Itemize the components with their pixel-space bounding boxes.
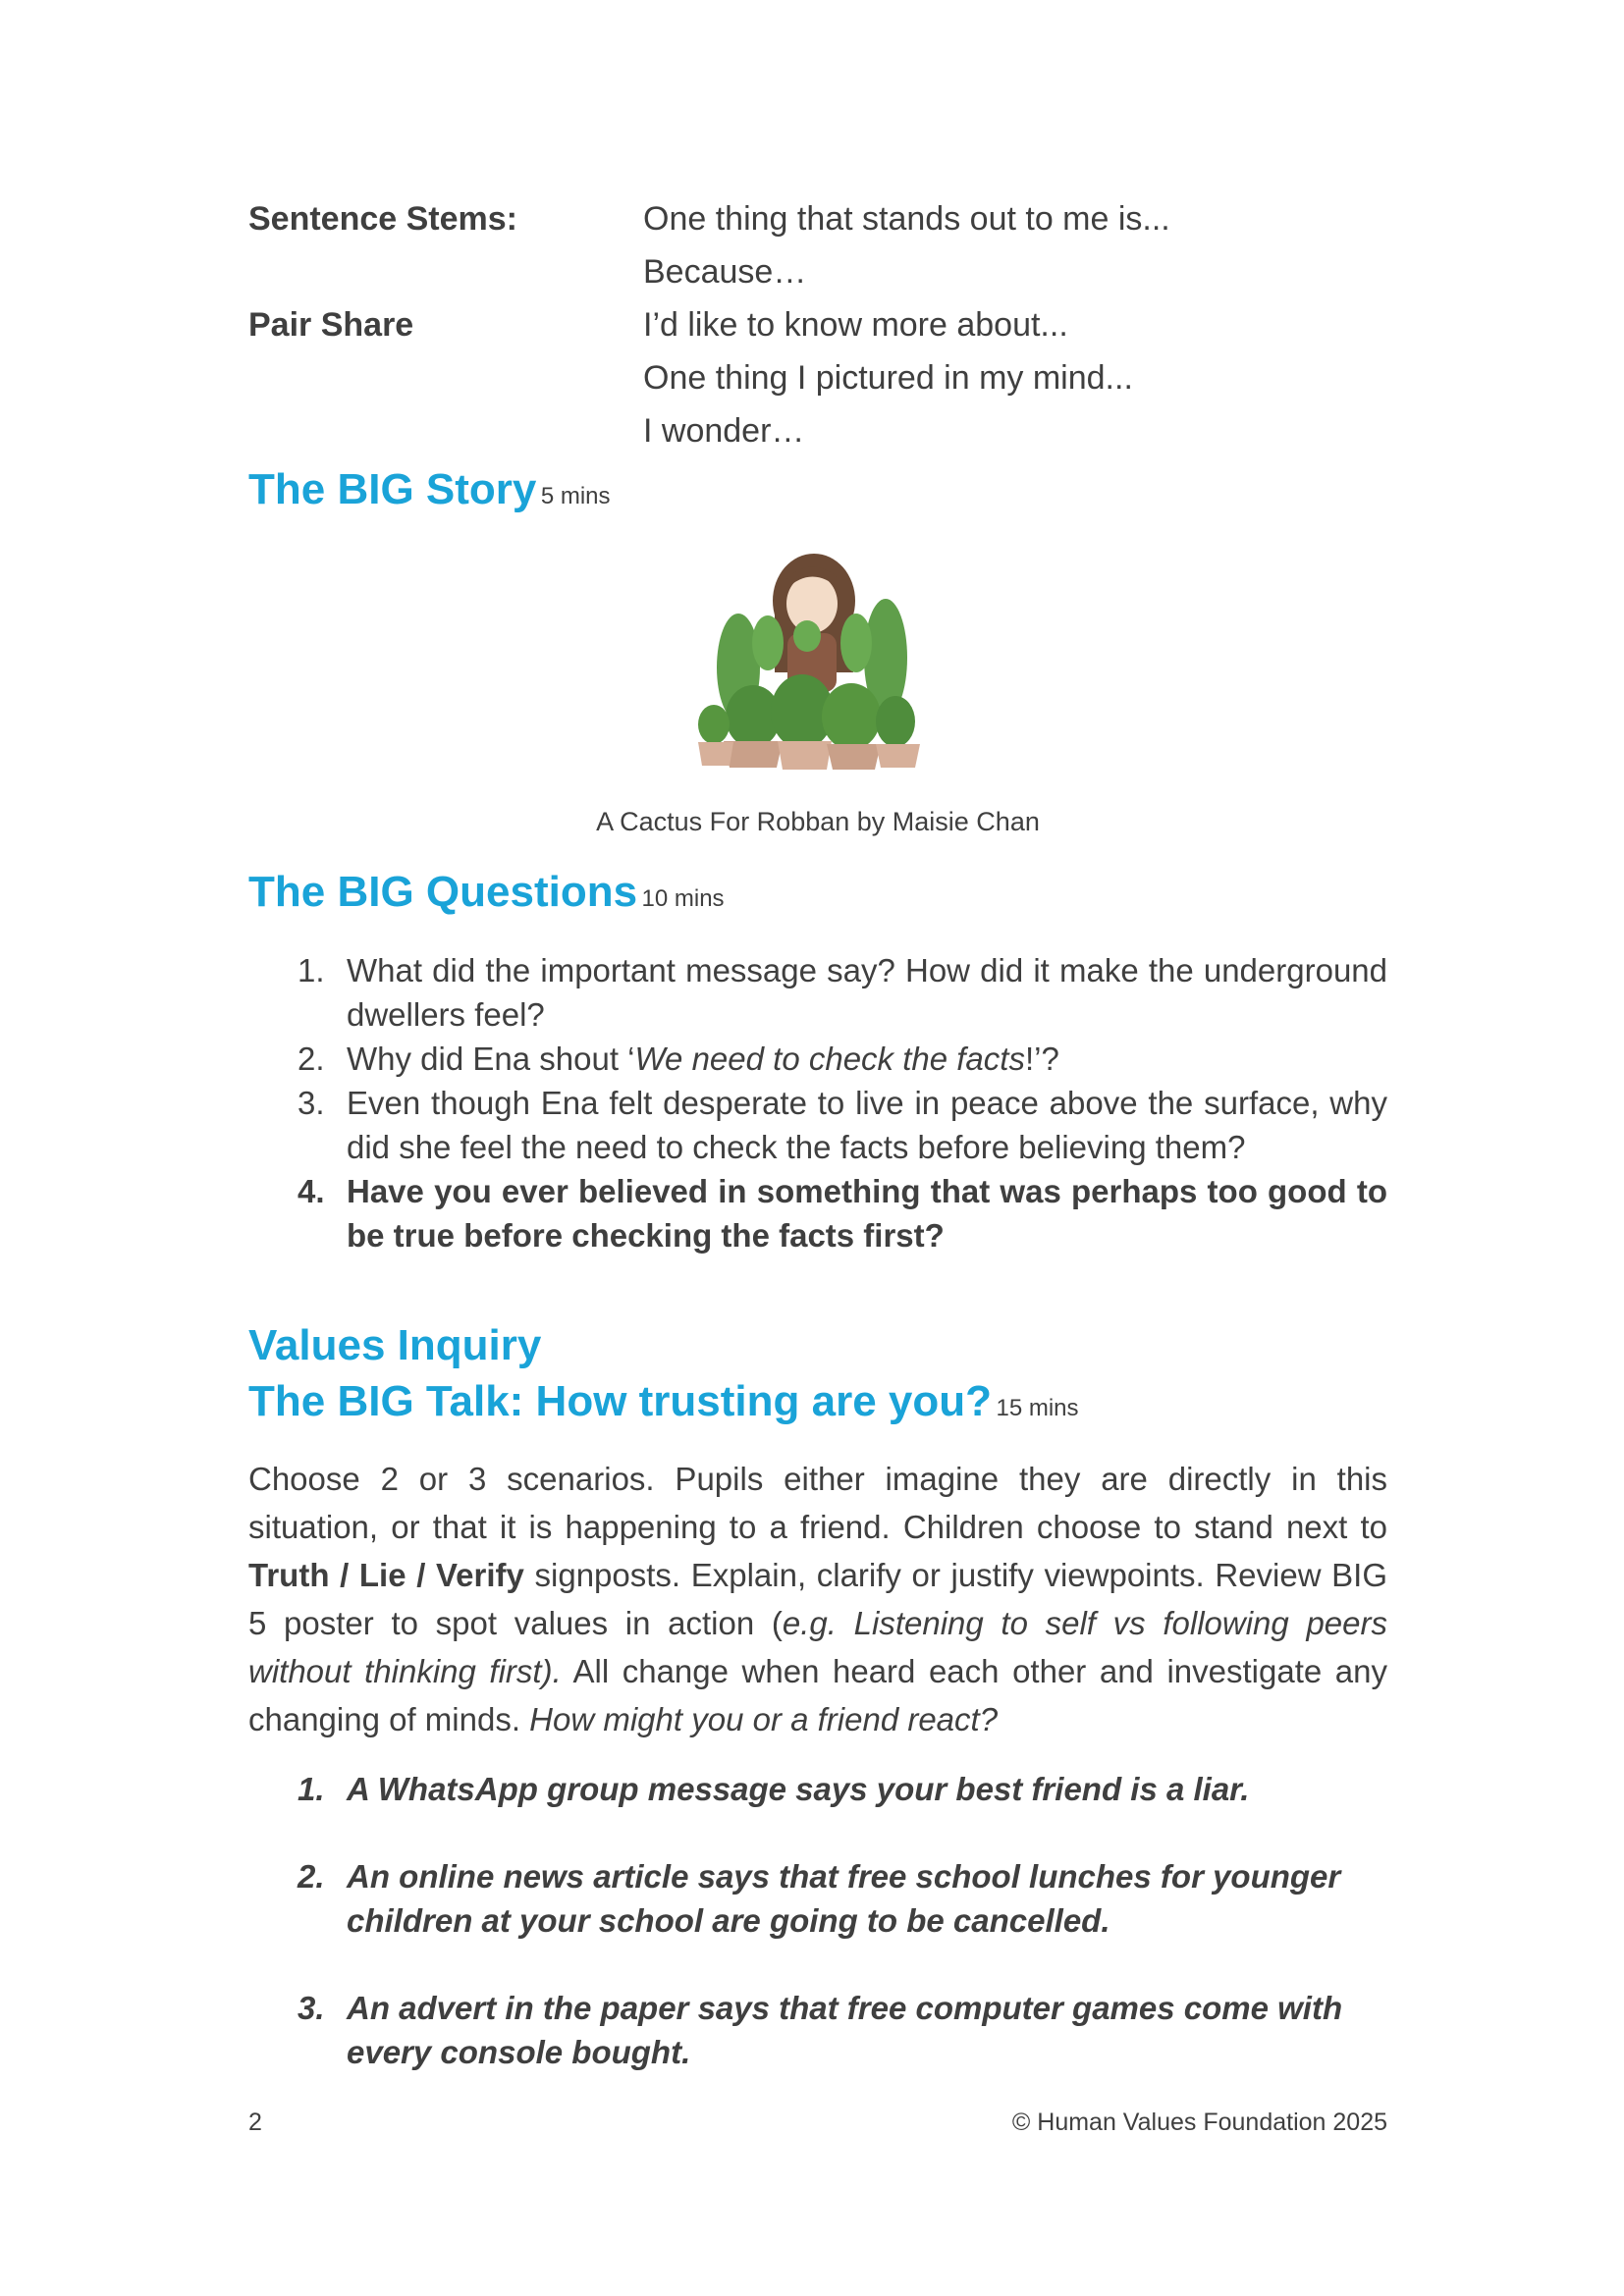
big-questions-heading (248, 868, 725, 917)
page-number: 2 (248, 2109, 262, 2136)
big-talk-duration: 15 mins (996, 1395, 1079, 1421)
list-item: 3. Even though Ena felt desperate to live in peace above the surface, why did she feel the need to check the facts before believing them? (298, 1085, 1387, 1165)
pair-share-label: Pair Share (248, 306, 414, 344)
stem-item: One thing I pictured in my mind... (643, 359, 1133, 397)
list-item: 1. A WhatsApp group message says your best friend is a liar. (298, 1771, 1250, 1807)
values-inquiry-instructions: Choose 2 or 3 scenarios. Pupils either imagine they are directly in this situation, or that it is happening to a friend. Children choose to stand next to Truth / Lie / Verify signposts. Explain, clarify or justify viewpoints. Review BIG 5 poster to spot values in action (e.g. Listening to self vs following peers without thinking first). All change when heard each other and investigate any changing of minds. How might you or a friend react? (248, 1461, 1387, 1737)
big-story-duration: 5 mins (540, 483, 611, 509)
sentence-stems-block (248, 192, 1387, 457)
list-item: 2. Why did Ena shout ‘We need to check the facts!’? (298, 1041, 1059, 1077)
big-story-heading (248, 465, 611, 514)
stem-item: I wonder… (643, 412, 805, 450)
big-story-title: The BIG Story (248, 465, 537, 513)
big-talk-title: The BIG Talk: How trusting are you? (248, 1377, 993, 1425)
list-item: 4. Have you ever believed in something that was perhaps too good to be true before checking the facts first? (298, 1173, 1387, 1254)
list-item: 1. What did the important message say? How did it make the underground dwellers feel? (298, 952, 1387, 1033)
big-questions-title: The BIG Questions (248, 868, 638, 916)
illustration-caption: A Cactus For Robban by Maisie Chan (596, 807, 1040, 836)
stem-item: I’d like to know more about... (643, 306, 1068, 344)
page-footer (248, 2109, 1387, 2137)
list-item: 3. An advert in the paper says that free computer games come with every console bought. (298, 1990, 1343, 2070)
copyright-notice: © Human Values Foundation 2025 (1011, 2109, 1387, 2136)
stem-item: Because… (643, 253, 807, 291)
list-item: 2. An online news article says that free school lunches for younger children at your school are going to be cancelled. (298, 1858, 1341, 1939)
big-talk-heading (248, 1377, 1079, 1426)
values-inquiry-title: Values Inquiry (248, 1321, 542, 1369)
cactus-girl-illustration (684, 550, 940, 775)
big-questions-list (248, 948, 1387, 1257)
big-questions-duration: 10 mins (641, 885, 725, 912)
sentence-stems-label: Sentence Stems: (248, 200, 517, 238)
scenarios-list (248, 1767, 1387, 2117)
stem-item: One thing that stands out to me is... (643, 200, 1170, 238)
